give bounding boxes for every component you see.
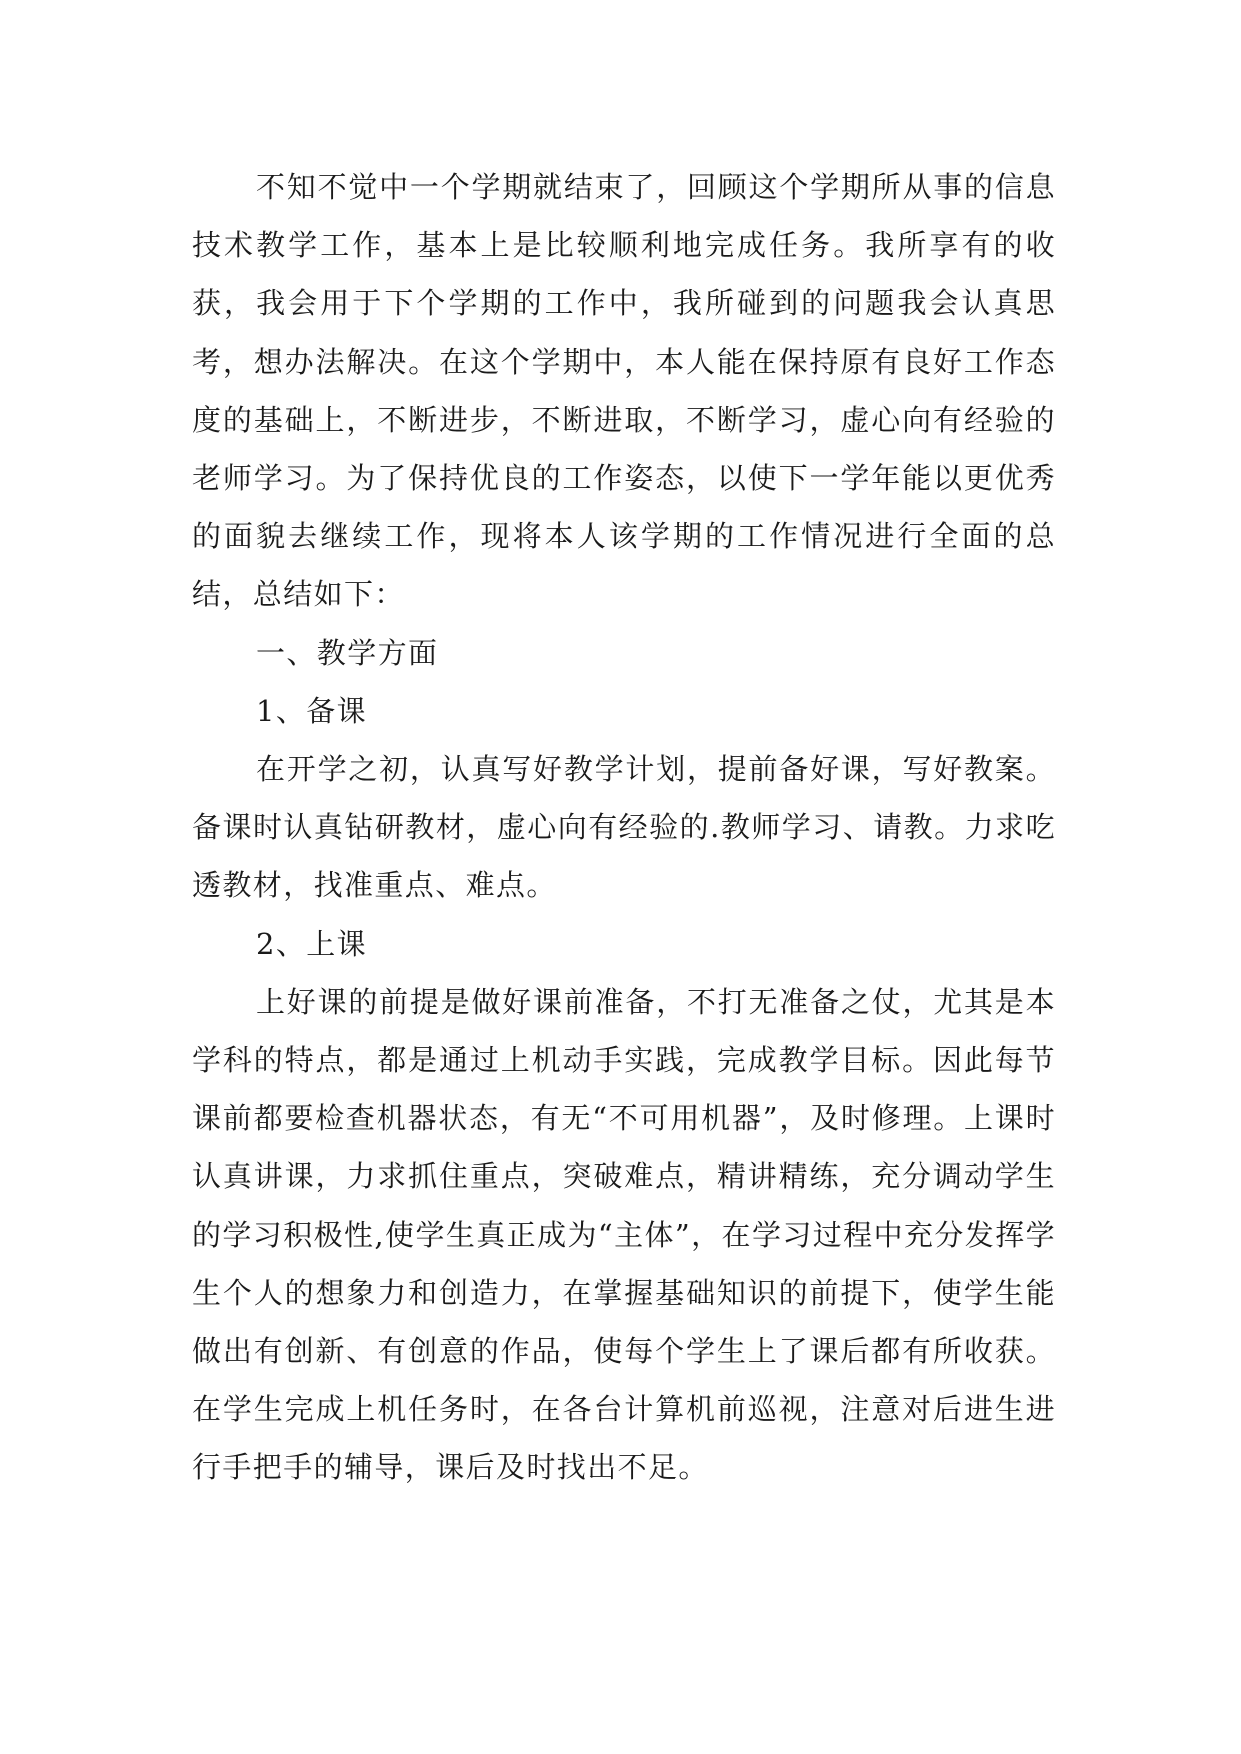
intro-paragraph: 不知不觉中一个学期就结束了，回顾这个学期所从事的信息技术教学工作，基本上是比较顺利地完成任务。我所享有的收获，我会用于下个学期的工作中，我所碰到的问题我会认真思考，想办法解决。在这个学期中，本人能在保持原有良好工作态度的基础上，不断进步，不断进取，不断学习，虚心向有经验的老师学习。为了保持优良的工作姿态，以使下一学年能以更优秀的面貌去继续工作，现将本人该学期的工作情况进行全面的总结，总结如下： <box>192 170 1056 612</box>
class-paragraph: 上好课的前提是做好课前准备，不打无准备之仗，尤其是本学科的特点，都是通过上机动手实践，完成教学目标。因此每节课前都要检查机器状态，有无“不可用机器”，及时修理。上课时认真讲课，力求抓住重点，突破难点，精讲精练，充分调动学生的学习积极性,使学生真正成为“主体”，在学习过程中充分发挥学生个人的想象力和创造力，在掌握基础知识的前提下，使学生能做出有创新、有创意的作品，使每个学生上了课后都有所收获。在学生完成上机任务时，在各台计算机前巡视，注意对后进生进行手把手的辅导，课后及时找出不足。 <box>192 984 1056 1485</box>
document-body <box>192 158 1056 1497</box>
subheading-lesson-prep: 1、备课 <box>256 693 368 728</box>
subheading-class: 2、上课 <box>256 926 368 961</box>
lesson-prep-paragraph: 在开学之初，认真写好教学计划，提前备好课，写好教案。备课时认真钻研教材，虚心向有经验的.教师学习、请教。力求吃透教材，找准重点、难点。 <box>192 752 1056 903</box>
section-heading-teaching: 一、教学方面 <box>256 635 439 670</box>
